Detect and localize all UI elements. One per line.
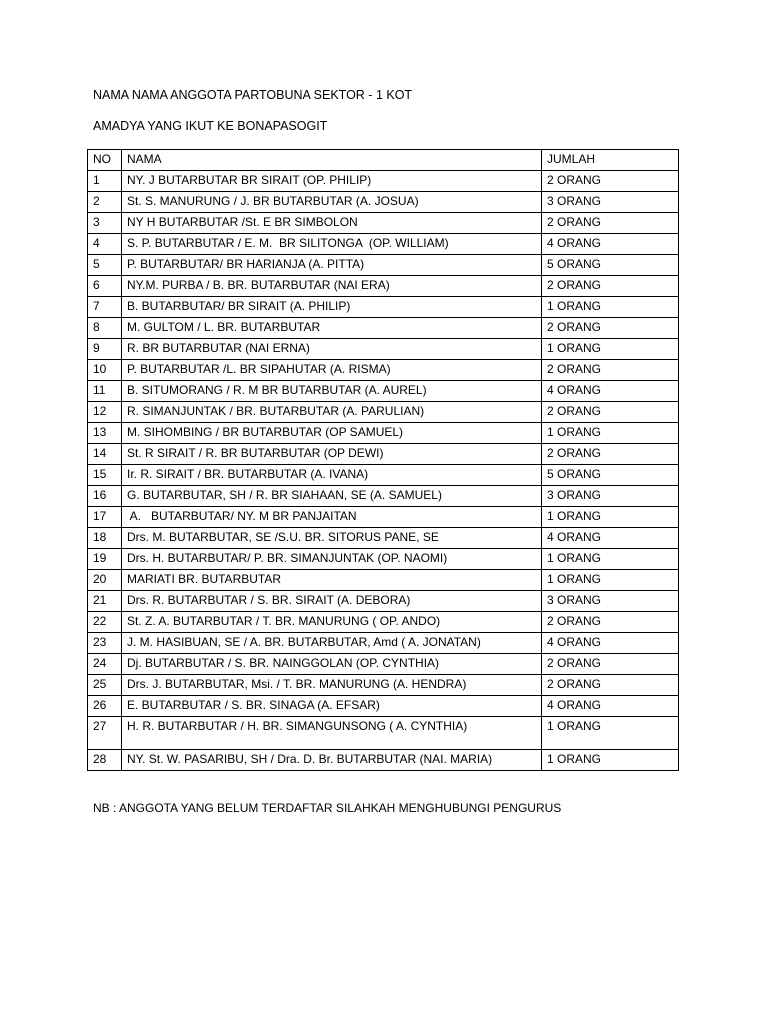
cell-no: 12 [88,402,122,423]
cell-no: 17 [88,507,122,528]
cell-no: 26 [88,696,122,717]
table-row [88,696,679,717]
table-row [88,528,679,549]
cell-nama: E. BUTARBUTAR / S. BR. SINAGA (A. EFSAR) [122,696,542,717]
cell-no: 1 [88,171,122,192]
cell-jumlah: 1 ORANG [542,570,679,591]
table-row [88,549,679,570]
cell-no: 16 [88,486,122,507]
cell-nama: St. Z. A. BUTARBUTAR / T. BR. MANURUNG ( OP. ANDO) [122,612,542,633]
table-row [88,675,679,696]
table-row [88,444,679,465]
cell-no: 4 [88,234,122,255]
cell-no: 10 [88,360,122,381]
cell-no: 15 [88,465,122,486]
cell-nama: A. BUTARBUTAR/ NY. M BR PANJAITAN [122,507,542,528]
cell-nama: Drs. M. BUTARBUTAR, SE /S.U. BR. SITORUS PANE, SE [122,528,542,549]
table-row [88,276,679,297]
footer-note: NB : ANGGOTA YANG BELUM TERDAFTAR SILAHKAH MENGHUBUNGI PENGURUS [93,801,562,815]
table-row [88,486,679,507]
table-row [88,570,679,591]
header-jumlah: JUMLAH [542,150,679,171]
table-row [88,234,679,255]
table-row [88,297,679,318]
cell-nama: M. SIHOMBING / BR BUTARBUTAR (OP SAMUEL) [122,423,542,444]
cell-no: 19 [88,549,122,570]
header-nama: NAMA [122,150,542,171]
cell-nama: NY H BUTARBUTAR /St. E BR SIMBOLON [122,213,542,234]
cell-nama: P. BUTARBUTAR/ BR HARIANJA (A. PITTA) [122,255,542,276]
cell-no: 13 [88,423,122,444]
cell-jumlah: 2 ORANG [542,654,679,675]
cell-jumlah: 1 ORANG [542,507,679,528]
cell-no: 20 [88,570,122,591]
cell-no: 5 [88,255,122,276]
table-header-row [88,150,679,171]
table-row [88,633,679,654]
cell-nama: Drs. R. BUTARBUTAR / S. BR. SIRAIT (A. DEBORA) [122,591,542,612]
cell-jumlah: 3 ORANG [542,591,679,612]
cell-nama: R. BR BUTARBUTAR (NAI ERNA) [122,339,542,360]
cell-jumlah: 2 ORANG [542,276,679,297]
cell-nama: H. R. BUTARBUTAR / H. BR. SIMANGUNSONG ( A. CYNTHIA) [122,717,542,750]
table-row [88,654,679,675]
cell-jumlah: 2 ORANG [542,318,679,339]
cell-no: 2 [88,192,122,213]
cell-jumlah: 4 ORANG [542,696,679,717]
cell-nama: St. R SIRAIT / R. BR BUTARBUTAR (OP DEWI) [122,444,542,465]
cell-no: 8 [88,318,122,339]
cell-jumlah: 3 ORANG [542,192,679,213]
cell-nama: J. M. HASIBUAN, SE / A. BR. BUTARBUTAR, Amd ( A. JONATAN) [122,633,542,654]
cell-nama: B. BUTARBUTAR/ BR SIRAIT (A. PHILIP) [122,297,542,318]
cell-nama: NY. St. W. PASARIBU, SH / Dra. D. Br. BUTARBUTAR (NAI. MARIA) [122,750,542,771]
cell-jumlah: 1 ORANG [542,297,679,318]
cell-jumlah: 4 ORANG [542,381,679,402]
cell-nama: R. SIMANJUNTAK / BR. BUTARBUTAR (A. PARULIAN) [122,402,542,423]
table-row [88,465,679,486]
table-row [88,360,679,381]
members-table [87,149,679,771]
table-row [88,255,679,276]
cell-nama: B. SITUMORANG / R. M BR BUTARBUTAR (A. AUREL) [122,381,542,402]
table-row [88,591,679,612]
table-row [88,750,679,771]
cell-jumlah: 4 ORANG [542,633,679,654]
cell-no: 9 [88,339,122,360]
cell-no: 22 [88,612,122,633]
cell-jumlah: 2 ORANG [542,612,679,633]
cell-jumlah: 2 ORANG [542,402,679,423]
cell-nama: P. BUTARBUTAR /L. BR SIPAHUTAR (A. RISMA) [122,360,542,381]
cell-jumlah: 5 ORANG [542,255,679,276]
cell-nama: Drs. J. BUTARBUTAR, Msi. / T. BR. MANURUNG (A. HENDRA) [122,675,542,696]
cell-jumlah: 2 ORANG [542,171,679,192]
cell-nama: Dj. BUTARBUTAR / S. BR. NAINGGOLAN (OP. CYNTHIA) [122,654,542,675]
cell-nama: G. BUTARBUTAR, SH / R. BR SIAHAAN, SE (A. SAMUEL) [122,486,542,507]
cell-no: 6 [88,276,122,297]
table-row [88,318,679,339]
header-no: NO [88,150,122,171]
cell-nama: MARIATI BR. BUTARBUTAR [122,570,542,591]
document-title-line-1: NAMA NAMA ANGGOTA PARTOBUNA SEKTOR - 1 KOT [93,88,413,102]
cell-jumlah: 1 ORANG [542,423,679,444]
table-row [88,213,679,234]
cell-jumlah: 4 ORANG [542,234,679,255]
table-row [88,171,679,192]
table-row [88,717,679,750]
cell-jumlah: 5 ORANG [542,465,679,486]
cell-no: 24 [88,654,122,675]
table-row [88,402,679,423]
table-row [88,381,679,402]
cell-jumlah: 1 ORANG [542,339,679,360]
table-row [88,339,679,360]
cell-jumlah: 2 ORANG [542,675,679,696]
document-title-line-2: AMADYA YANG IKUT KE BONAPASOGIT [93,119,328,133]
cell-jumlah: 2 ORANG [542,444,679,465]
cell-jumlah: 1 ORANG [542,549,679,570]
cell-jumlah: 2 ORANG [542,213,679,234]
table-row [88,612,679,633]
cell-jumlah: 3 ORANG [542,486,679,507]
cell-no: 18 [88,528,122,549]
cell-no: 28 [88,750,122,771]
cell-no: 23 [88,633,122,654]
cell-jumlah: 4 ORANG [542,528,679,549]
cell-no: 25 [88,675,122,696]
cell-no: 7 [88,297,122,318]
cell-no: 3 [88,213,122,234]
cell-no: 11 [88,381,122,402]
cell-no: 21 [88,591,122,612]
table-row [88,423,679,444]
cell-jumlah: 1 ORANG [542,717,679,750]
cell-nama: Ir. R. SIRAIT / BR. BUTARBUTAR (A. IVANA) [122,465,542,486]
cell-nama: S. P. BUTARBUTAR / E. M. BR SILITONGA (OP. WILLIAM) [122,234,542,255]
cell-nama: St. S. MANURUNG / J. BR BUTARBUTAR (A. JOSUA) [122,192,542,213]
table-row [88,507,679,528]
cell-no: 14 [88,444,122,465]
cell-nama: Drs. H. BUTARBUTAR/ P. BR. SIMANJUNTAK (OP. NAOMI) [122,549,542,570]
cell-jumlah: 2 ORANG [542,360,679,381]
cell-nama: NY.M. PURBA / B. BR. BUTARBUTAR (NAI ERA) [122,276,542,297]
cell-no: 27 [88,717,122,750]
cell-jumlah: 1 ORANG [542,750,679,771]
cell-nama: M. GULTOM / L. BR. BUTARBUTAR [122,318,542,339]
cell-nama: NY. J BUTARBUTAR BR SIRAIT (OP. PHILIP) [122,171,542,192]
table-row [88,192,679,213]
